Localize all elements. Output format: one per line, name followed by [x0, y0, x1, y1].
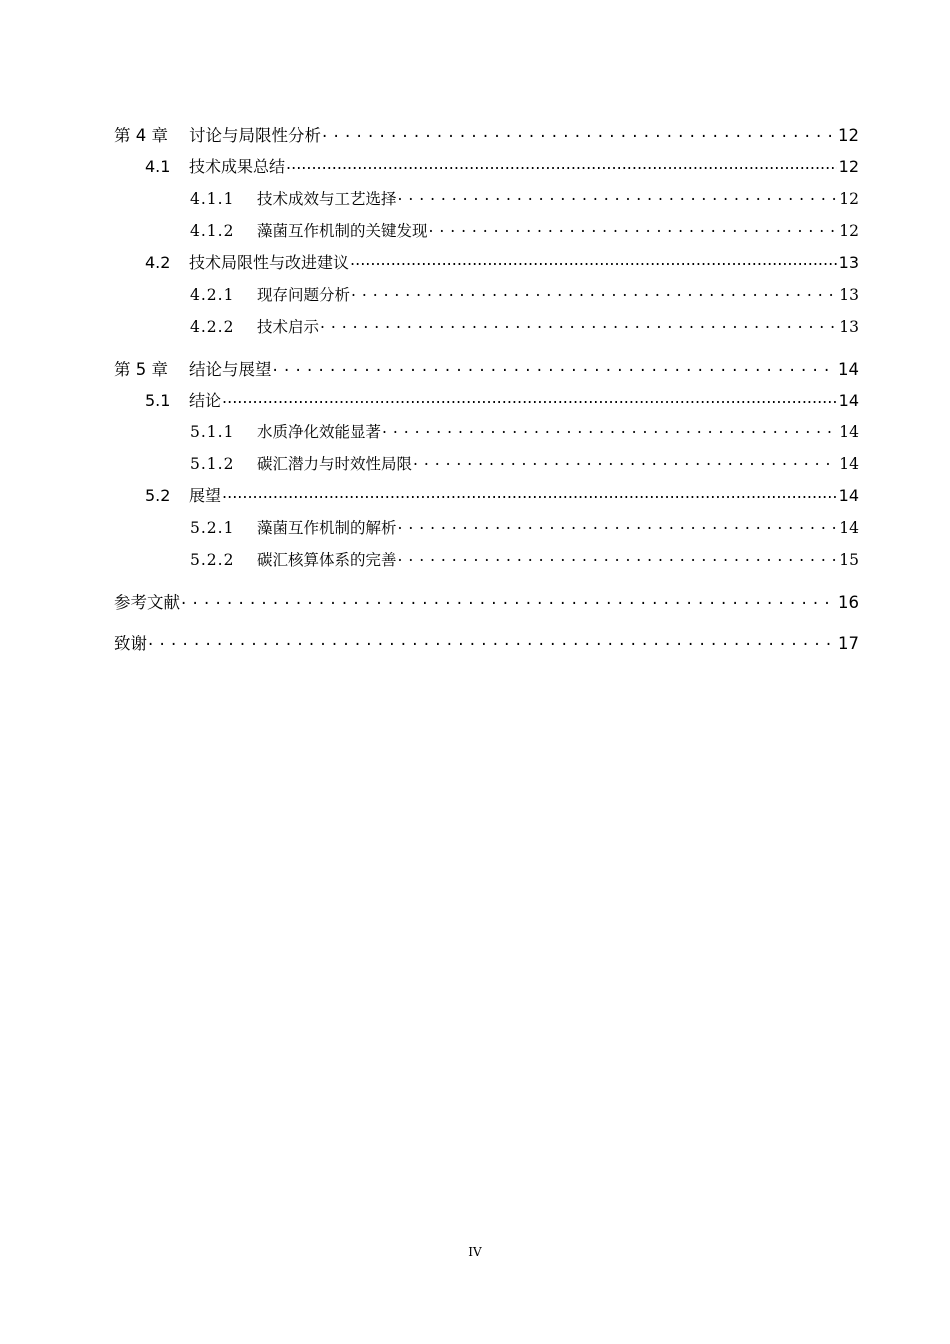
toc-page-number: 14 — [838, 391, 859, 410]
toc-number: 4.2.1 — [190, 285, 235, 304]
toc-references[interactable] — [114, 591, 859, 611]
toc-title: 技术启示 — [257, 317, 320, 336]
toc-number: 5.1 — [145, 391, 171, 410]
toc-title: 碳汇核算体系的完善 — [257, 550, 397, 569]
toc-leader — [351, 284, 837, 300]
toc-leader — [398, 188, 838, 204]
toc-leader — [429, 220, 838, 236]
toc-subsection-5-1-1[interactable] — [190, 421, 859, 440]
toc-leader — [320, 316, 837, 332]
toc-number: 4.1 — [145, 157, 171, 176]
toc-section-5-2[interactable] — [145, 485, 859, 504]
toc-page-number: 14 — [839, 518, 859, 537]
toc-number: 第 4 章 — [114, 125, 168, 145]
toc-title: 碳汇潜力与时效性局限 — [257, 454, 413, 473]
toc-leader — [322, 124, 836, 141]
toc-acknowledgements[interactable] — [114, 632, 859, 652]
toc-subsection-4-1-1[interactable] — [190, 188, 859, 207]
toc-title: 讨论与局限性分析 — [189, 125, 321, 145]
toc-page-number: 14 — [838, 486, 859, 505]
toc-title: 技术局限性与改进建议 — [189, 253, 350, 272]
toc-leader — [286, 156, 837, 172]
toc-number: 5.1.1 — [190, 422, 235, 441]
toc-number: 第 5 章 — [114, 359, 168, 379]
toc-section-4-2[interactable] — [145, 252, 859, 271]
toc-subsection-4-2-1[interactable] — [190, 284, 859, 303]
toc-subsection-5-2-1[interactable] — [190, 517, 859, 536]
toc-leader — [222, 390, 837, 406]
toc-number: 4.1.1 — [190, 189, 235, 208]
toc-title: 致谢 — [114, 633, 147, 653]
toc-title: 技术成效与工艺选择 — [257, 189, 397, 208]
toc-chapter-4[interactable] — [114, 124, 859, 144]
toc-page-number: 13 — [839, 285, 859, 304]
toc-number: 5.2 — [145, 486, 171, 505]
toc-page-number: 14 — [839, 422, 859, 441]
toc-title: 结论 — [189, 391, 222, 410]
toc-subsection-4-2-2[interactable] — [190, 316, 859, 335]
toc-leader — [382, 421, 837, 437]
toc-subsection-4-1-2[interactable] — [190, 220, 859, 239]
toc-title: 现存问题分析 — [257, 285, 351, 304]
toc-leader — [222, 485, 837, 501]
toc-page-number: 17 — [838, 633, 859, 653]
toc-number: 5.1.2 — [190, 454, 235, 473]
toc-subsection-5-2-2[interactable] — [190, 549, 859, 568]
toc-page-number: 15 — [839, 550, 859, 569]
toc-number: 4.2 — [145, 253, 171, 272]
toc-title: 藻菌互作机制的解析 — [257, 518, 397, 537]
toc-page-number: 14 — [838, 359, 859, 379]
toc-title: 展望 — [189, 486, 222, 505]
toc-title: 结论与展望 — [189, 359, 272, 379]
toc-leader — [181, 591, 836, 608]
toc-number: 4.1.2 — [190, 221, 235, 240]
toc-page-number: 12 — [839, 221, 859, 240]
toc-page-number: 12 — [838, 157, 859, 176]
toc-page-number: 14 — [839, 454, 859, 473]
toc-title: 技术成果总结 — [189, 157, 286, 176]
page-footer-number: IV — [468, 1245, 482, 1259]
toc-number: 4.2.2 — [190, 317, 235, 336]
toc-page-number: 13 — [839, 317, 859, 336]
toc-section-4-1[interactable] — [145, 156, 859, 175]
toc-chapter-5[interactable] — [114, 358, 859, 378]
toc-number: 5.2.2 — [190, 550, 235, 569]
toc-page-number: 12 — [838, 125, 859, 145]
toc-title: 参考文献 — [114, 592, 180, 612]
toc-number: 5.2.1 — [190, 518, 235, 537]
toc-leader — [350, 252, 837, 268]
toc-subsection-5-1-2[interactable] — [190, 453, 859, 472]
toc-title: 藻菌互作机制的关键发现 — [257, 221, 428, 240]
toc-section-5-1[interactable] — [145, 390, 859, 409]
toc-leader — [413, 453, 837, 469]
toc-title: 水质净化效能显著 — [257, 422, 382, 441]
toc-page-number: 12 — [839, 189, 859, 208]
toc-page-number: 13 — [838, 253, 859, 272]
toc-leader — [273, 358, 837, 375]
toc-leader — [398, 549, 838, 565]
toc-leader — [148, 632, 836, 649]
toc-page-number: 16 — [838, 592, 859, 612]
toc-leader — [398, 517, 838, 533]
